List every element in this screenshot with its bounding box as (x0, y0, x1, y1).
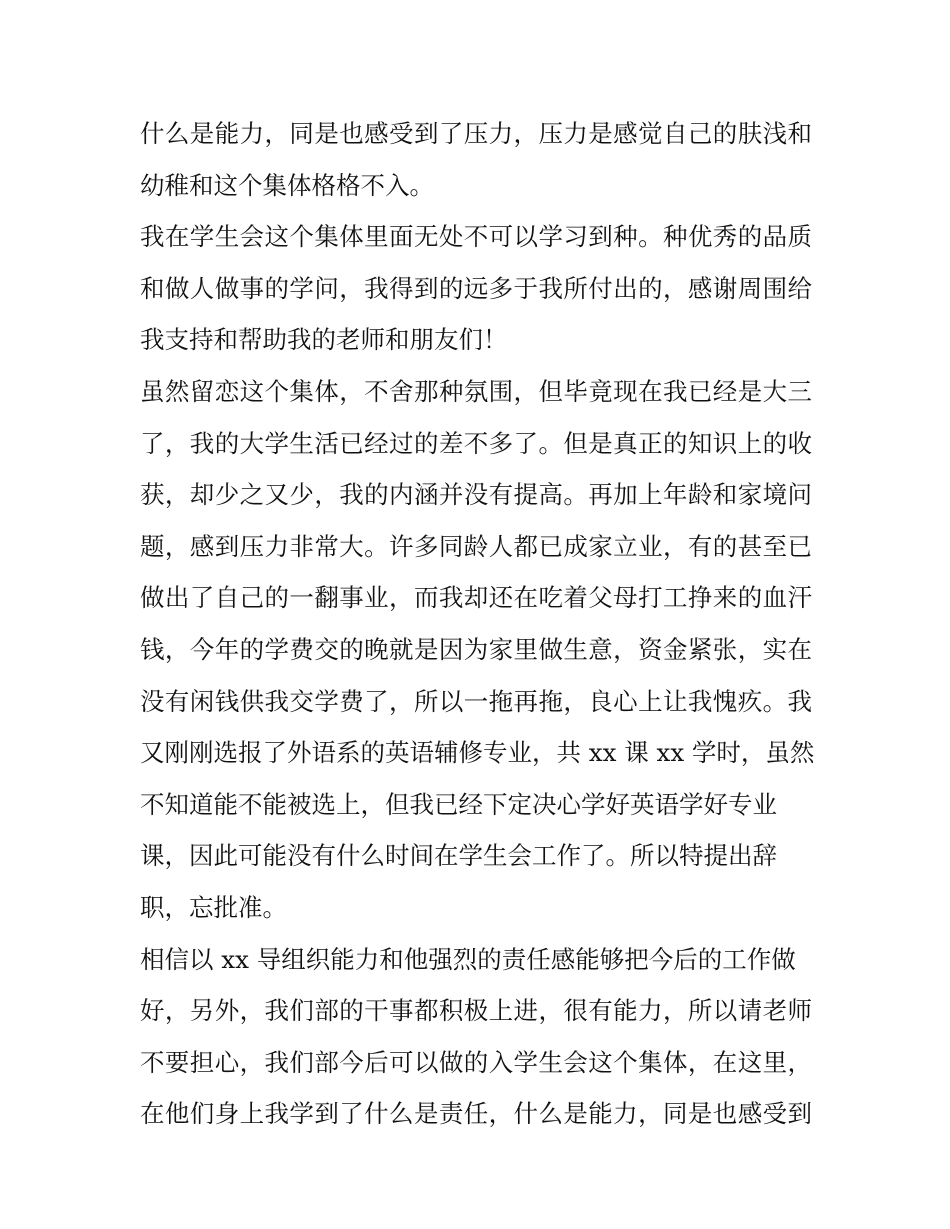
text-line: 虽然留恋这个集体，不舍那种氛围，但毕竟现在我已经是大三 (140, 376, 812, 406)
text-line: 课，因此可能没有什么时间在学生会工作了。所以特提出辞 (140, 841, 777, 871)
text-line: 了，我的大学生活已经过的差不多了。但是真正的知识上的收 (140, 428, 812, 458)
text-line: 没有闲钱供我交学费了，所以一拖再拖，良心上让我愧疚。我 (140, 686, 812, 716)
text-line: 不知道能不能被选上，但我已经下定决心学好英语学好专业 (140, 789, 777, 819)
text-line: 好，另外，我们部的干事都积极上进，很有能力，所以请老师 (140, 996, 812, 1026)
text-line: 幼稚和这个集体格格不入。 (140, 170, 434, 200)
text-line: 题，感到压力非常大。许多同龄人都已成家立业，有的甚至已 (140, 531, 812, 561)
text-line: 我支持和帮助我的老师和朋友们！ (140, 325, 508, 355)
text-line: 钱，今年的学费交的晚就是因为家里做生意，资金紧张，实在 (140, 634, 812, 664)
text-line: 又刚刚选报了外语系的英语辅修专业，共 xx 课 xx 学时，虽然 (140, 738, 815, 768)
text-line: 什么是能力，同是也感受到了压力，压力是感觉自己的肤浅和 (140, 119, 812, 148)
document-body (140, 108, 815, 1140)
text-line: 获，却少之又少，我的内涵并没有提高。再加上年龄和家境问 (140, 480, 812, 510)
text-line: 不要担心，我们部今后可以做的入学生会这个集体，在这里， (140, 1047, 812, 1077)
text-line: 和做人做事的学问，我得到的远多于我所付出的，感谢周围给 (140, 273, 812, 303)
text-line: 我在学生会这个集体里面无处不可以学习到种。种优秀的品质 (140, 222, 812, 252)
text-line: 职，忘批准。 (140, 892, 287, 922)
text-line: 在他们身上我学到了什么是责任，什么是能力，同是也感受到 (140, 1099, 812, 1129)
text-line: 做出了自己的一翻事业，而我却还在吃着父母打工挣来的血汗 (140, 583, 812, 613)
text-line: 相信以 xx 导组织能力和他强烈的责任感能够把今后的工作做 (140, 944, 796, 974)
